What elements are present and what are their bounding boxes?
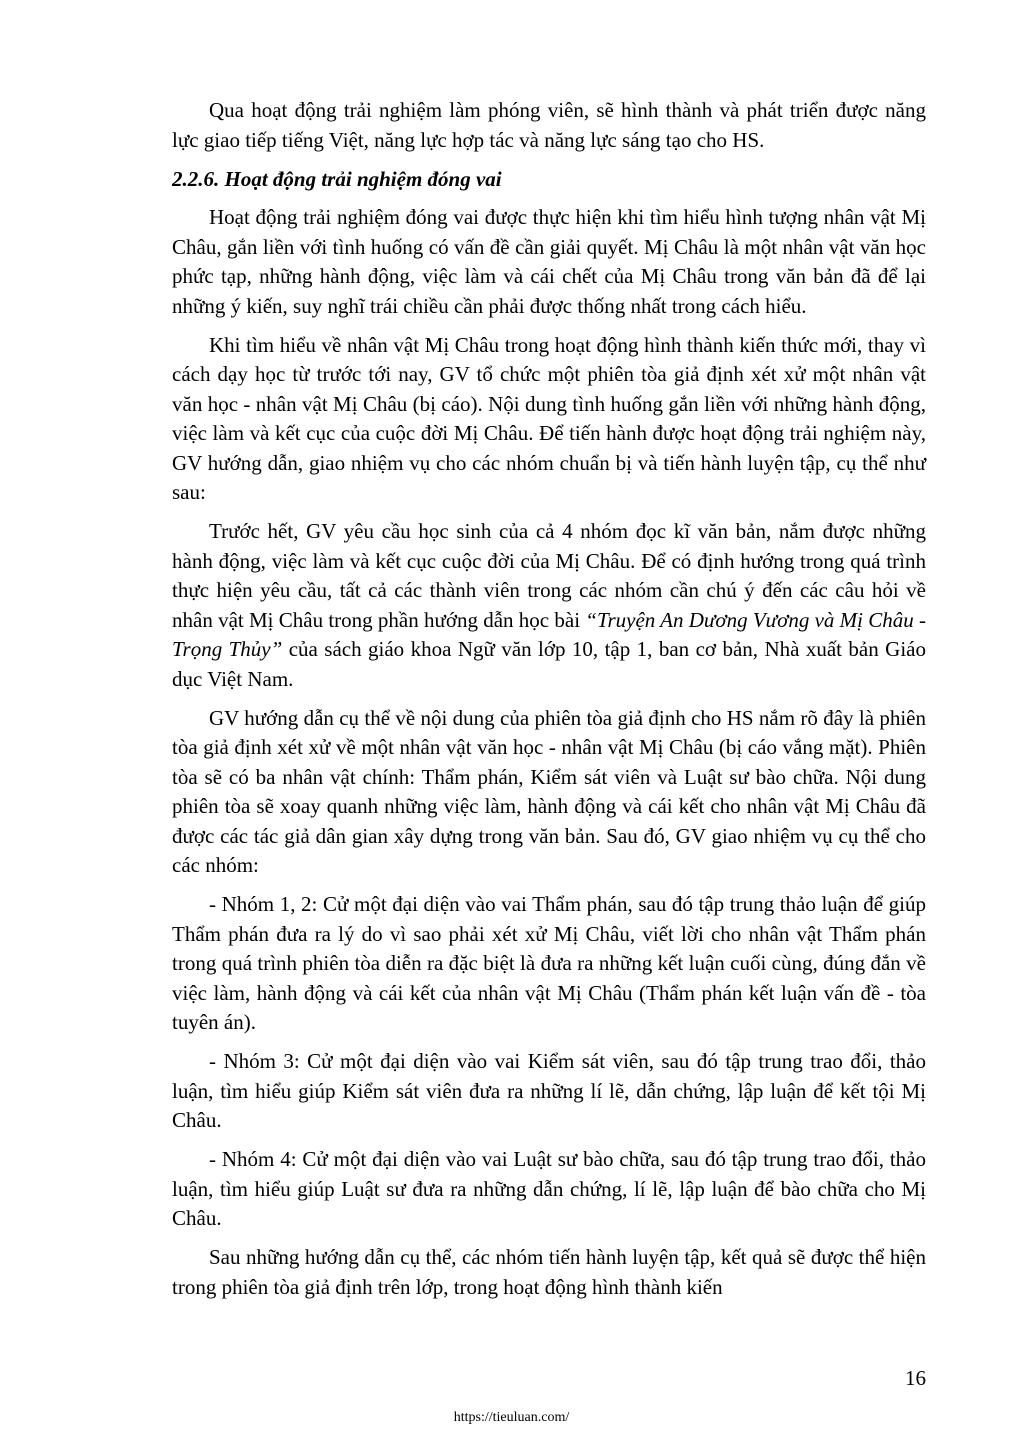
document-body	[172, 96, 926, 1312]
page-number: 16	[905, 1366, 926, 1390]
footer-url[interactable]: https://tieuluan.com/	[453, 1410, 570, 1425]
paragraph-4	[172, 517, 926, 694]
section-heading: 2.2.6. Hoạt động trải nghiệm đóng vai	[172, 166, 502, 191]
paragraph-8: - Nhóm 4: Cử một đại diện vào vai Luật sư bào chữa, sau đó tập trung trao đổi, thảo luận, tìm hiểu giúp Luật sư đưa ra những dẫn chứng, lí lẽ, lập luận để bào chữa cho Mị Châu.	[172, 1147, 926, 1230]
paragraph-1: Qua hoạt động trải nghiệm làm phóng viên, sẽ hình thành và phát triển được năng lực giao tiếp tiếng Việt, năng lực hợp tác và năng lực sáng tạo cho HS.	[172, 98, 926, 152]
paragraph-3: Khi tìm hiểu về nhân vật Mị Châu trong hoạt động hình thành kiến thức mới, thay vì cách dạy học từ trước tới nay, GV tổ chức một phiên tòa giả định xét xử một nhân vật văn học - nhân vật Mị Châu (bị cáo). Nội dung tình huống gắn liền với những hành động, việc làm và kết cục của cuộc đời Mị Châu. Để tiến hành được hoạt động trải nghiệm này, GV hướng dẫn, giao nhiệm vụ cho các nhóm chuẩn bị và tiến hành luyện tập, cụ thể như sau:	[172, 332, 926, 504]
paragraph-5: GV hướng dẫn cụ thể về nội dung của phiên tòa giả định cho HS nắm rõ đây là phiên tòa giả định xét xử về một nhân vật văn học - nhân vật Mị Châu (bị cáo vắng mặt). Phiên tòa sẽ có ba nhân vật chính: Thẩm phán, Kiểm sát viên và Luật sư bào chữa. Nội dung phiên tòa sẽ xoay quanh những việc làm, hành động và cái kết cho nhân vật Mị Châu đã được các tác giả dân gian xây dựng trong văn bản. Sau đó, GV giao nhiệm vụ cụ thể cho các nhóm:	[172, 705, 926, 877]
paragraph-4-book-title: “Truyện An Dương Vương và Mị Châu - Trọng Thủy”	[172, 607, 926, 661]
paragraph-6: - Nhóm 1, 2: Cử một đại diện vào vai Thẩm phán, sau đó tập trung thảo luận để giúp Thẩm phán đưa ra lý do vì sao phải xét xử Mị Châu, viết lời cho nhân vật Thẩm phán trong quá trình phiên tòa diễn ra đặc biệt là đưa ra những kết luận cuối cùng, đúng đắn về việc làm, hành động và cái kết của nhân vật Mị Châu (Thẩm phán kết luận vấn đề - tòa tuyên án).	[172, 892, 926, 1034]
paragraph-4-text-a: Trước hết, GV yêu cầu học sinh của cả 4 nhóm đọc kĩ văn bản, nắm được những hành động, việc làm và kết cục cuộc đời của Mị Châu. Để có định hướng trong quá trình thực hiện yêu cầu, tất cả các thành viên trong các nhóm cần chú ý đến các câu hỏi về nhân vật Mị Châu trong phần hướng dẫn học bài	[172, 519, 926, 632]
paragraph-4-text-b: của sách giáo khoa Ngữ văn lớp 10, tập 1, ban cơ bản, Nhà xuất bản Giáo dục Việt Nam.	[172, 637, 926, 691]
paragraph-2: Hoạt động trải nghiệm đóng vai được thực hiện khi tìm hiểu hình tượng nhân vật Mị Châu, gắn liền với tình huống có vấn đề cần giải quyết. Mị Châu là một nhân vật văn học phức tạp, những hành động, việc làm và cái chết của Mị Châu trong văn bản đã để lại những ý kiến, suy nghĩ trái chiều cần phải được thống nhất trong cách hiểu.	[172, 205, 926, 318]
paragraph-9: Sau những hướng dẫn cụ thể, các nhóm tiến hành luyện tập, kết quả sẽ được thể hiện trong phiên tòa giả định trên lớp, trong hoạt động hình thành kiến	[172, 1245, 926, 1299]
paragraph-7: - Nhóm 3: Cử một đại diện vào vai Kiểm sát viên, sau đó tập trung trao đổi, thảo luận, tìm hiểu giúp Kiểm sát viên đưa ra những lí lẽ, dẫn chứng, lập luận để kết tội Mị Châu.	[172, 1049, 926, 1132]
